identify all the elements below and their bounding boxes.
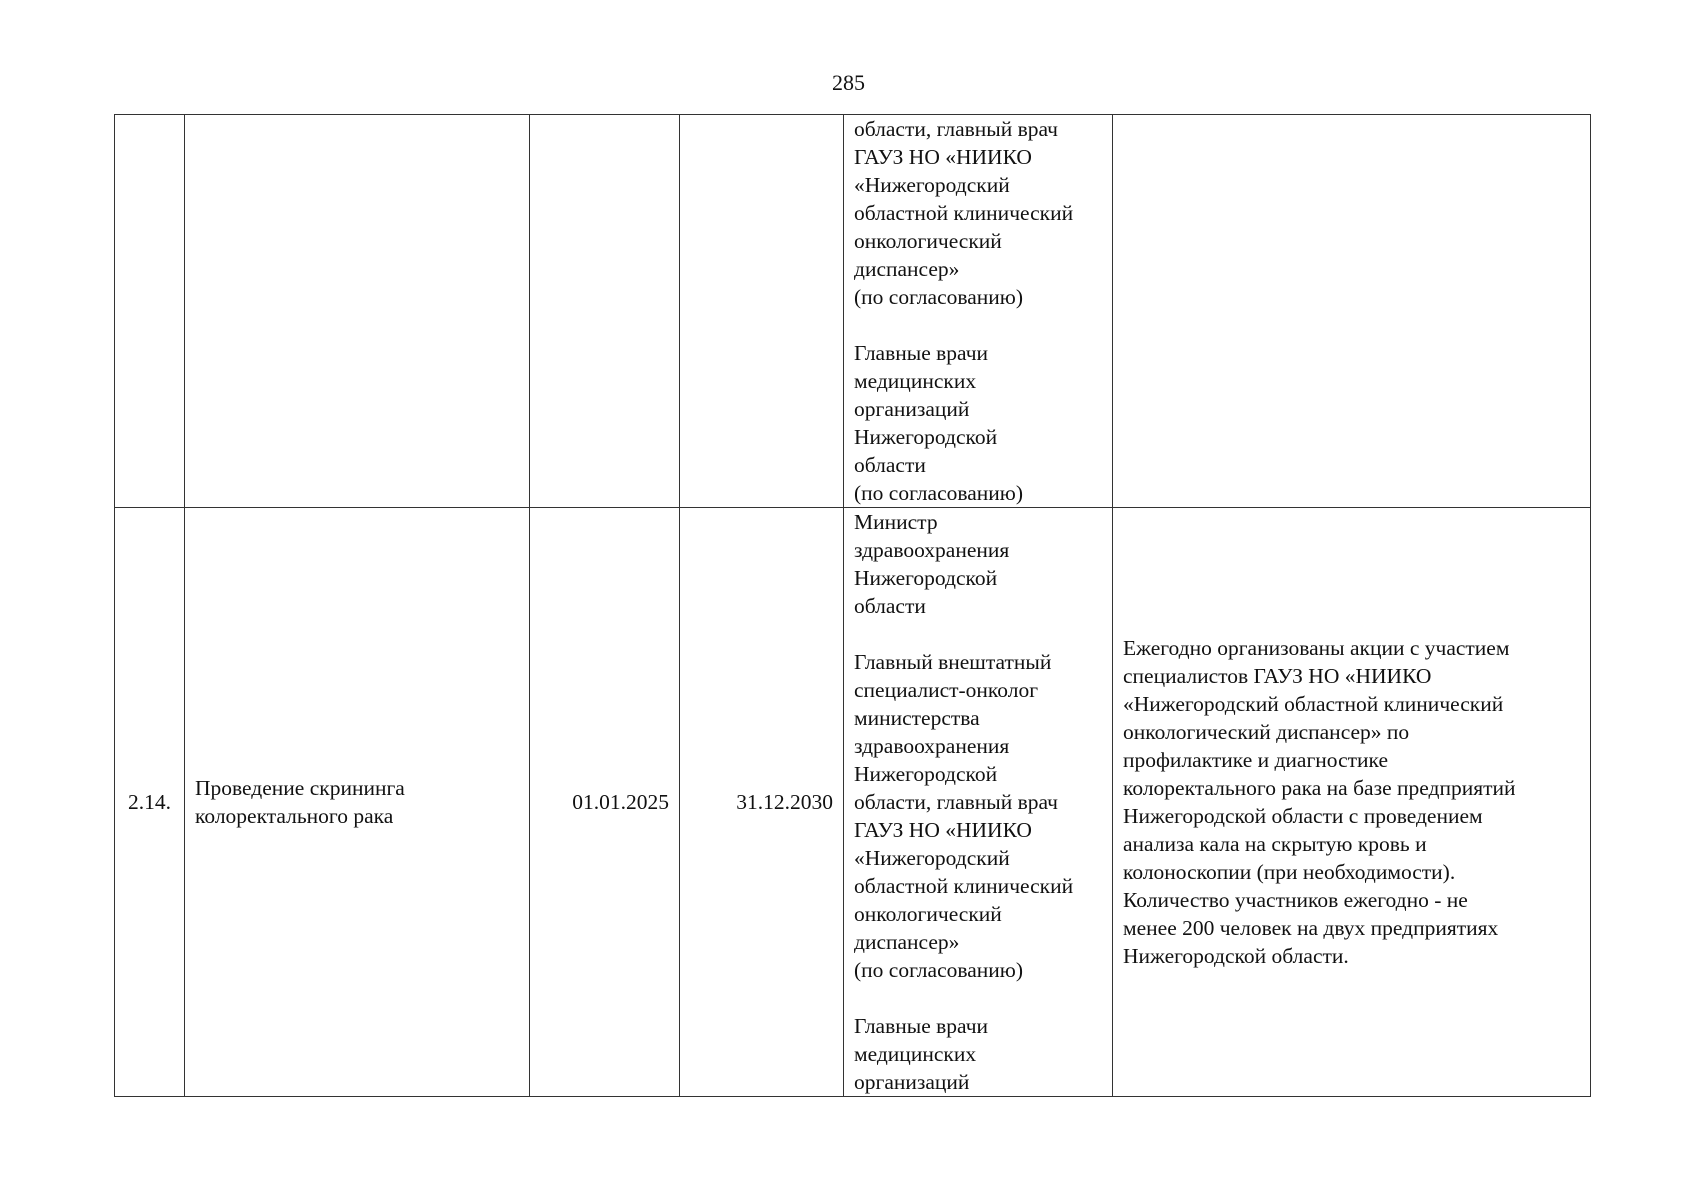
- measure-name: Проведение скрининга колоректального рака: [195, 776, 405, 828]
- responsible-paragraph: Министр здравоохранения Нижегородской области: [854, 510, 1010, 618]
- start-date-cell: [530, 115, 680, 508]
- result-text: Ежегодно организованы акции с участием специалистов ГАУЗ НО «НИИКО «Нижегородский областной клинический онкологический диспансер» по профилактике и диагностике колоректального рака на базе предприятий Нижегородской области с проведением анализа кала на скрытую кровь и колоноскопии (при необходимости). Количество участников ежегодно - не менее 200 человек на двух предприятиях Нижегородской области.: [1123, 636, 1516, 968]
- table-row-2-14: [115, 508, 1591, 1097]
- start-date-cell: 01.01.2025: [530, 508, 680, 1097]
- measure-name-cell: [185, 508, 530, 1097]
- item-number-cell: 2.14.: [115, 508, 185, 1097]
- item-number-cell: [115, 115, 185, 508]
- responsible-paragraph: Главный внештатный специалист-онколог министерства здравоохранения Нижегородской области, главный врач ГАУЗ НО «НИИКО «Нижегородский областной клинический онкологический диспансер» (по согласованию): [854, 650, 1074, 982]
- responsible-paragraph: области, главный врач ГАУЗ НО «НИИКО «Нижегородский областной клинический онкологический диспансер» (по согласованию): [854, 117, 1074, 309]
- measures-table: [114, 114, 1591, 1097]
- responsible-cell: [844, 508, 1113, 1097]
- end-date-cell: [680, 115, 844, 508]
- table-row-continuation: [115, 115, 1591, 508]
- measure-name-cell: [185, 115, 530, 508]
- page-number: 285: [832, 70, 865, 95]
- result-cell: [1113, 115, 1591, 508]
- end-date-cell: 31.12.2030: [680, 508, 844, 1097]
- result-cell: [1113, 508, 1591, 1097]
- responsible-cell: [844, 115, 1113, 508]
- responsible-paragraph: Главные врачи медицинских организаций: [854, 1014, 989, 1094]
- responsible-paragraph: Главные врачи медицинских организаций Нижегородской области (по согласованию): [854, 341, 1024, 505]
